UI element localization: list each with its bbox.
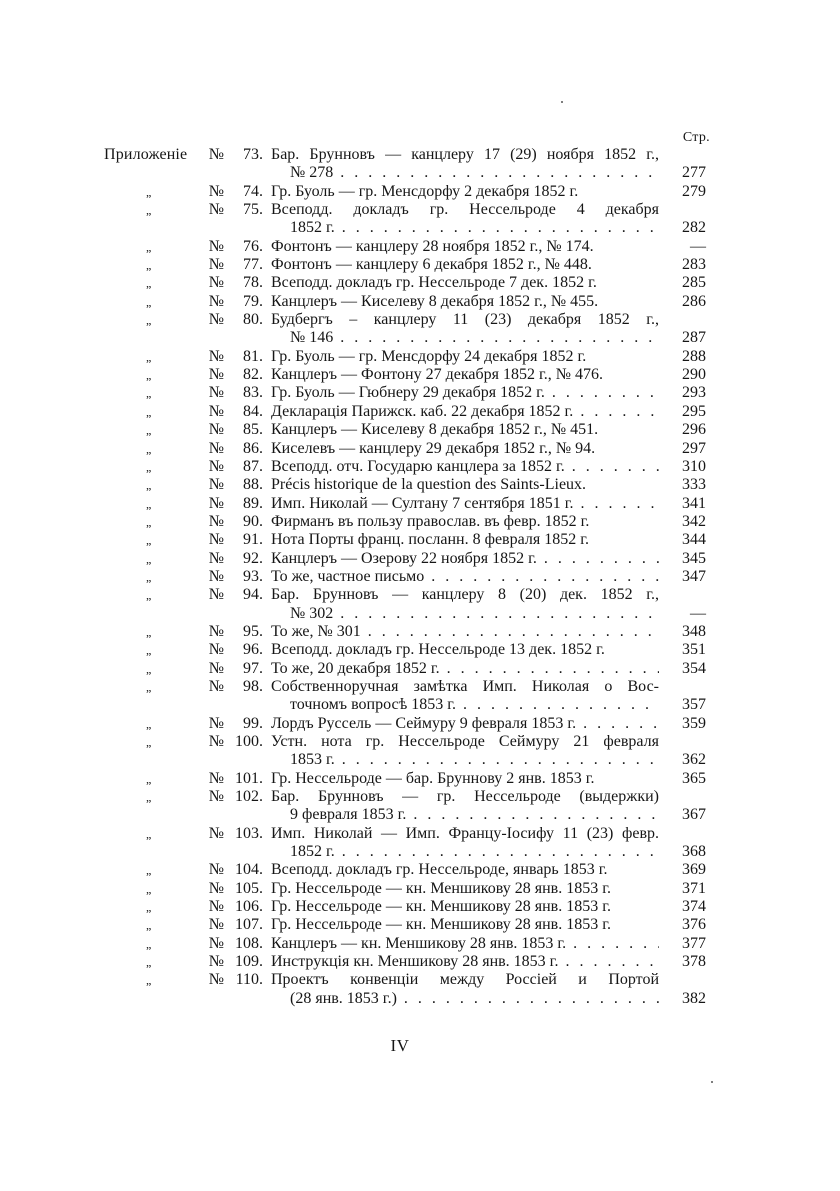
toc-entry — [0, 916, 840, 934]
toc-entry — [0, 678, 840, 715]
print-speck — [561, 101, 563, 103]
entry-number-sign: № — [208, 512, 224, 530]
entry-page: 344 — [682, 531, 706, 549]
entry-title: Гр. Буоль — гр. Менсдорфу 24 декабря 1852 г. — [271, 347, 587, 365]
entry-page: 342 — [682, 512, 706, 530]
entry-number-sign: № — [208, 256, 224, 274]
toc-entry — [0, 623, 840, 641]
entry-title: Всеподд. докладъ гр. Нессельроде 7 дек. 1852 г. — [271, 274, 597, 292]
toc-entry — [0, 293, 840, 311]
entry-lead: „ — [146, 643, 152, 658]
entry-number-sign: № — [208, 953, 224, 971]
entry-lead: „ — [146, 386, 152, 401]
entry-lead: „ — [146, 258, 152, 273]
entry-number-sign: № — [208, 146, 224, 163]
entry-number-sign: № — [208, 861, 224, 879]
entry-lead: „ — [146, 404, 152, 419]
entry-index: 110. — [235, 971, 263, 989]
toc-entry — [0, 550, 840, 568]
entry-title: Лордъ Руссель — Сеймуру 9 февраля 1853 г. . . . — [271, 715, 659, 733]
toc-entry — [0, 403, 840, 421]
entry-title: Киселевъ — канцлеру 29 декабря 1852 г., № 94. — [271, 439, 596, 457]
entry-title: Гр. Нессельроде — кн. Меншикову 28 янв. 1853 г. — [271, 898, 611, 916]
toc-entry — [0, 733, 840, 770]
entry-title: Канцлеръ — Киселеву 8 декабря 1852 г., № 451. — [271, 421, 599, 439]
entry-title: Бар. Брунновъ — канцлеру 8 (20) дек. 1852 г., — [271, 586, 659, 604]
entry-page: 382 — [682, 989, 706, 1007]
toc-entry — [0, 311, 840, 348]
toc-entry — [0, 495, 840, 513]
entry-lead: „ — [146, 294, 152, 309]
entry-index: 86. — [243, 439, 263, 457]
entry-page: 376 — [682, 916, 706, 934]
entry-number-sign: № — [208, 402, 224, 420]
entry-page: 290 — [682, 366, 706, 384]
entry-page: 286 — [682, 292, 706, 310]
toc-entry — [0, 366, 840, 384]
entry-lead: „ — [146, 588, 152, 603]
entry-lead: „ — [146, 679, 152, 694]
entry-page: 351 — [682, 641, 706, 659]
entry-lead: Приложеніе — [104, 146, 188, 163]
entry-page: 368 — [682, 843, 706, 861]
entry-number-sign: № — [208, 824, 224, 842]
entry-page: 369 — [682, 861, 706, 879]
table-of-contents — [0, 146, 840, 1008]
entry-title: Гр. Нессельроде — кн. Меншикову 28 янв. 1853 г. — [271, 916, 611, 934]
entry-index: 73. — [243, 146, 263, 163]
entry-index: 97. — [243, 659, 263, 677]
entry-title: То же, 20 декабря 1852 г. . . . — [271, 660, 659, 678]
entry-index: 80. — [243, 311, 263, 329]
entry-number-sign: № — [208, 549, 224, 567]
entry-title-continued: № 302 . . . — [290, 605, 659, 623]
toc-entry — [0, 201, 840, 238]
entry-index: 88. — [243, 476, 263, 494]
entry-title: Précis historique de la question des Saints-Lieux. — [271, 476, 587, 494]
entry-title-continued: 9 февраля 1853 г. . . . — [290, 806, 659, 824]
entry-number-sign: № — [208, 311, 224, 329]
entry-title: Фонтонъ — канцлеру 6 декабря 1852 г., № 448. — [271, 256, 592, 274]
entry-number-sign: № — [208, 274, 224, 292]
entry-lead: „ — [146, 349, 152, 364]
entry-title: Гр. Нессельроде — бар. Бруннову 2 янв. 1853 г. — [271, 769, 595, 787]
toc-entry — [0, 586, 840, 623]
entry-number-sign: № — [208, 971, 224, 989]
entry-lead: „ — [146, 184, 152, 199]
entry-title: Канцлеръ — Фонтону 27 декабря 1852 г., № 476. — [271, 366, 603, 384]
entry-index: 103. — [235, 824, 263, 842]
entry-page: 277 — [682, 164, 706, 182]
entry-lead: „ — [146, 826, 152, 841]
entry-title: Имп. Николай — Султану 7 сентября 1851 г. . . . — [271, 495, 659, 513]
entry-index: 105. — [235, 879, 263, 897]
entry-index: 101. — [235, 769, 263, 787]
entry-number-sign: № — [208, 366, 224, 384]
entry-number-sign: № — [208, 934, 224, 952]
entry-number-sign: № — [208, 879, 224, 897]
entry-lead: „ — [146, 955, 152, 970]
entry-title: Будбергъ – канцлеру 11 (23) декабря 1852 г., — [271, 311, 659, 329]
entry-index: 76. — [243, 237, 263, 255]
toc-entry — [0, 861, 840, 879]
entry-lead: „ — [146, 900, 152, 915]
entry-number-sign: № — [208, 898, 224, 916]
entry-lead: „ — [146, 716, 152, 731]
entry-lead: „ — [146, 918, 152, 933]
entry-page: 371 — [682, 879, 706, 897]
toc-entry — [0, 183, 840, 201]
entry-page: 296 — [682, 421, 706, 439]
entry-index: 90. — [243, 512, 263, 530]
toc-entry — [0, 531, 840, 549]
entry-page: — — [690, 237, 706, 255]
toc-entry — [0, 146, 840, 183]
entry-title: Всеподд. докладъ гр. Нессельроде 13 дек. 1852 г. — [271, 641, 605, 659]
entry-lead: „ — [146, 863, 152, 878]
entry-number-sign: № — [208, 714, 224, 732]
entry-number-sign: № — [208, 677, 224, 695]
entry-title-continued: точномъ вопросѣ 1853 г. . . . — [290, 696, 659, 714]
entry-lead: „ — [146, 533, 152, 548]
entry-index: 85. — [243, 421, 263, 439]
entry-number-sign: № — [208, 439, 224, 457]
entry-title: Всеподд. докладъ гр. Нессельроде 4 декабря — [271, 201, 659, 219]
entry-page: 367 — [682, 806, 706, 824]
entry-number-sign: № — [208, 476, 224, 494]
entry-page: 377 — [682, 934, 706, 952]
entry-lead: „ — [146, 203, 152, 218]
entry-page: 293 — [682, 384, 706, 402]
entry-lead: „ — [146, 569, 152, 584]
entry-index: 93. — [243, 567, 263, 585]
entry-page: 287 — [682, 329, 706, 347]
entry-title: Проектъ конвенціи между Россіей и Портой — [271, 971, 659, 989]
entry-index: 82. — [243, 366, 263, 384]
entry-page: 297 — [682, 439, 706, 457]
entry-index: 89. — [243, 494, 263, 512]
toc-entry — [0, 476, 840, 494]
entry-index: 96. — [243, 641, 263, 659]
entry-page: 345 — [682, 549, 706, 567]
toc-entry — [0, 788, 840, 825]
entry-title: Всеподд. отч. Государю канцлера за 1852 г. . . . — [271, 458, 659, 476]
toc-entry — [0, 971, 840, 1008]
toc-entry — [0, 238, 840, 256]
entry-page: 283 — [682, 256, 706, 274]
entry-lead: „ — [146, 936, 152, 951]
entry-page: 285 — [682, 274, 706, 292]
entry-number-sign: № — [208, 567, 224, 585]
entry-title-continued: № 146 . . . — [290, 329, 659, 347]
entry-number-sign: № — [208, 457, 224, 475]
entry-title: Бар. Брунновъ — гр. Нессельроде (выдержки) — [271, 788, 659, 806]
entry-lead: „ — [146, 514, 152, 529]
entry-page: 333 — [682, 476, 706, 494]
entry-title-continued: 1853 г. . . . — [290, 751, 659, 769]
entry-number-sign: № — [208, 292, 224, 310]
entry-number-sign: № — [208, 237, 224, 255]
entry-title-continued: № 278 . . . — [290, 164, 659, 182]
entry-number-sign: № — [208, 622, 224, 640]
toc-entry — [0, 440, 840, 458]
entry-title: Декларація Парижск. каб. 22 декабря 1852 г. . . . — [271, 403, 659, 421]
entry-title: Имп. Николай — Имп. Францу-Іосифу 11 (23) февр. — [271, 824, 659, 842]
entry-index: 99. — [243, 714, 263, 732]
entry-index: 108. — [235, 934, 263, 952]
entry-number-sign: № — [208, 641, 224, 659]
entry-lead: „ — [146, 624, 152, 639]
entry-page: 362 — [682, 751, 706, 769]
entry-number-sign: № — [208, 916, 224, 934]
entry-lead: „ — [146, 771, 152, 786]
entry-title: Канцлеръ — Киселеву 8 декабря 1852 г., № 455. — [271, 292, 599, 310]
entry-lead: „ — [146, 735, 152, 749]
entry-index: 91. — [243, 531, 263, 549]
toc-entry — [0, 880, 840, 898]
entry-number-sign: № — [208, 769, 224, 787]
entry-page: 347 — [682, 567, 706, 585]
entry-number-sign: № — [208, 531, 224, 549]
entry-index: 92. — [243, 549, 263, 567]
entry-number-sign: № — [208, 494, 224, 512]
entry-title: Гр. Буоль — гр. Менсдорфу 2 декабря 1852 г. — [271, 182, 579, 200]
entry-page: 365 — [682, 769, 706, 787]
entry-lead: „ — [146, 790, 152, 805]
toc-entry — [0, 660, 840, 678]
toc-entry — [0, 568, 840, 586]
entry-index: 107. — [235, 916, 263, 934]
entry-index: 84. — [243, 402, 263, 420]
entry-title: Нота Порты франц. посланн. 8 февраля 1852 г. — [271, 531, 589, 549]
entry-title: Канцлеръ — Озерову 22 ноября 1852 г. . . . — [271, 550, 659, 568]
entry-number-sign: № — [208, 384, 224, 402]
entry-page: 295 — [682, 402, 706, 420]
entry-page: 341 — [682, 494, 706, 512]
entry-page: 282 — [682, 219, 706, 237]
entry-page: 279 — [682, 182, 706, 200]
entry-title: Собственноручная замѣтка Имп. Николая о Вос- — [271, 677, 659, 695]
entry-page: 354 — [682, 659, 706, 677]
entry-index: 75. — [243, 201, 263, 219]
entry-number-sign: № — [208, 421, 224, 439]
entry-lead: „ — [146, 496, 152, 511]
entry-lead: „ — [146, 478, 152, 493]
entry-title: То же, частное письмо . . . — [271, 568, 659, 586]
entry-lead: „ — [146, 239, 152, 254]
toc-entry — [0, 770, 840, 788]
entry-title: Фонтонъ — канцлеру 28 ноября 1852 г., № 174. — [271, 237, 594, 255]
entry-page: 288 — [682, 347, 706, 365]
entry-lead: „ — [146, 661, 152, 676]
entry-number-sign: № — [208, 201, 224, 219]
toc-entry — [0, 825, 840, 862]
entry-index: 104. — [235, 861, 263, 879]
entry-page: 359 — [682, 714, 706, 732]
entry-number-sign: № — [208, 733, 224, 750]
entry-index: 74. — [243, 182, 263, 200]
entry-index: 106. — [235, 898, 263, 916]
entry-title: Бар. Брунновъ — канцлеру 17 (29) ноября 1852 г., — [271, 146, 659, 163]
entry-page: 378 — [682, 953, 706, 971]
entry-lead: „ — [146, 368, 152, 383]
toc-entry — [0, 898, 840, 916]
entry-lead: „ — [146, 276, 152, 291]
entry-title: Гр. Нессельроде — кн. Меншикову 28 янв. 1853 г. — [271, 879, 611, 897]
entry-lead: „ — [146, 881, 152, 896]
entry-title: Канцлеръ — кн. Меншикову 28 янв. 1853 г. . . . — [271, 935, 659, 953]
entry-title: Гр. Буоль — Гюбнеру 29 декабря 1852 г. . . . — [271, 384, 659, 402]
entry-page: 357 — [682, 696, 706, 714]
entry-index: 87. — [243, 457, 263, 475]
entry-index: 95. — [243, 622, 263, 640]
entry-number-sign: № — [208, 182, 224, 200]
entry-page: 348 — [682, 622, 706, 640]
toc-entry — [0, 513, 840, 531]
entry-title: То же, № 301 . . . — [271, 623, 659, 641]
entry-number-sign: № — [208, 788, 224, 806]
entry-index: 81. — [243, 347, 263, 365]
entry-lead: „ — [146, 551, 152, 566]
entry-index: 100. — [235, 733, 263, 750]
entry-title-continued: 1852 г. . . . — [290, 843, 659, 861]
entry-index: 83. — [243, 384, 263, 402]
page-folio: IV — [390, 1036, 410, 1055]
entry-title-continued: 1852 г. . . . — [290, 219, 659, 237]
toc-entry — [0, 935, 840, 953]
print-speck — [711, 1081, 713, 1083]
entry-page: 310 — [682, 457, 706, 475]
toc-entry — [0, 256, 840, 274]
entry-index: 98. — [243, 677, 263, 695]
entry-page: 374 — [682, 898, 706, 916]
entry-title: Инструкція кн. Меншикову 28 янв. 1853 г. . . . — [271, 953, 659, 971]
page-column-header: Стр. — [682, 130, 710, 145]
toc-entry — [0, 421, 840, 439]
entry-number-sign: № — [208, 586, 224, 604]
entry-index: 109. — [235, 953, 263, 971]
entry-index: 77. — [243, 256, 263, 274]
entry-title-continued: (28 янв. 1853 г.) . . . — [290, 990, 659, 1008]
toc-entry — [0, 953, 840, 971]
toc-entry — [0, 274, 840, 292]
toc-entry — [0, 715, 840, 733]
entry-lead: „ — [146, 459, 152, 474]
entry-index: 94. — [243, 586, 263, 604]
entry-lead: „ — [146, 973, 152, 988]
entry-lead: „ — [146, 313, 152, 328]
entry-title: Устн. нота гр. Нессельроде Сеймуру 21 февраля — [271, 733, 659, 750]
entry-page: — — [690, 604, 706, 622]
entry-lead: „ — [146, 441, 152, 456]
toc-entry — [0, 641, 840, 659]
entry-number-sign: № — [208, 347, 224, 365]
toc-entry — [0, 384, 840, 402]
entry-lead: „ — [146, 423, 152, 438]
entry-index: 78. — [243, 274, 263, 292]
entry-index: 102. — [235, 788, 263, 806]
entry-index: 79. — [243, 292, 263, 310]
toc-entry — [0, 458, 840, 476]
entry-title: Фирманъ въ пользу православ. въ февр. 1852 г. — [271, 512, 590, 530]
entry-number-sign: № — [208, 659, 224, 677]
toc-entry — [0, 348, 840, 366]
entry-title: Всеподд. докладъ гр. Нессельроде, январь 1853 г. — [271, 861, 608, 879]
